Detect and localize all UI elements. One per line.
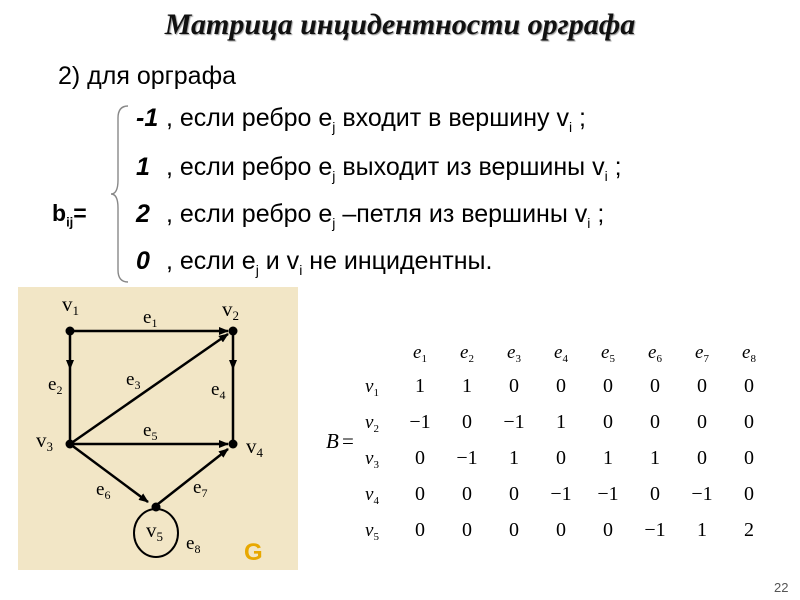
vertex-v5-label: v5	[146, 518, 163, 544]
matrix-cell: 1	[556, 411, 566, 433]
case-text: не инцидентны.	[302, 247, 493, 275]
case-text: выходит из вершины v	[335, 153, 605, 181]
matrix-cell: 1	[697, 519, 707, 541]
case-row-zero	[136, 247, 492, 278]
matrix-cell: 0	[509, 519, 519, 541]
matrix-cell: 0	[697, 411, 707, 433]
case-text: ;	[607, 153, 622, 181]
matrix-cell: 0	[509, 483, 519, 505]
matrix-cell: 0	[415, 483, 425, 505]
case-sub: i	[299, 262, 303, 278]
case-text: входит в вершину v	[335, 104, 569, 132]
case-row-two	[136, 200, 604, 231]
matrix-col-header: $e_4$	[554, 342, 568, 365]
vertex-v5-dot	[152, 503, 161, 512]
matrix-cell: −1	[644, 519, 666, 541]
case-sub: j	[332, 119, 336, 135]
edge-e1-label: $e_1$	[143, 307, 158, 330]
matrix-cell: 1	[650, 447, 660, 469]
matrix-equals: =	[342, 429, 354, 453]
case-sub: i	[604, 168, 608, 184]
case-text: , если ребро e	[166, 153, 333, 181]
edge-e2-label: $e_2$	[48, 374, 63, 397]
matrix-cell: −1	[503, 411, 525, 433]
bij-equals: =	[73, 200, 87, 226]
case-sub: i	[568, 119, 573, 135]
case-row-one	[136, 153, 622, 184]
subtitle: 2) для орграфа	[58, 62, 237, 90]
edge-e6-label: $e_6$	[96, 479, 111, 502]
case-value: 2	[136, 200, 150, 228]
graph-figure	[18, 287, 298, 570]
edge-e8-label: $e_8$	[186, 533, 201, 556]
matrix-cell: −1	[691, 483, 713, 505]
case-value: 0	[136, 247, 150, 275]
matrix-cell: 0	[650, 411, 660, 433]
matrix-col-header: $e_2$	[460, 342, 474, 365]
matrix-cell: 1	[415, 375, 425, 397]
edge-e5-label: $e_5$	[143, 420, 158, 443]
matrix-cell: 0	[603, 375, 613, 397]
case-row-minus-one	[136, 104, 586, 135]
case-text: –петля из вершины v	[335, 200, 588, 228]
matrix-cell: 0	[556, 447, 566, 469]
matrix-cell: 0	[462, 519, 472, 541]
vertex-v4-dot	[229, 440, 238, 449]
vertex-v3-label: v3	[36, 428, 53, 454]
matrix-cell: 0	[603, 411, 613, 433]
vertex-v2-dot	[229, 327, 238, 336]
matrix-cell: −1	[550, 483, 572, 505]
vertex-v1-label: v1	[62, 292, 79, 318]
matrix-col-header: $e_3$	[507, 342, 521, 365]
matrix-col-header: $e_7$	[695, 342, 709, 365]
case-text: , если e	[166, 247, 256, 275]
case-text: , если ребро e	[166, 104, 333, 132]
slide-title: Матрица инцидентности орграфа	[164, 8, 636, 41]
matrix-cell: 0	[744, 375, 754, 397]
curly-brace	[110, 104, 130, 284]
case-text: , если ребро e	[166, 200, 333, 228]
matrix-cell: 0	[650, 375, 660, 397]
graph-svg	[18, 287, 298, 570]
matrix-cell: 0	[603, 519, 613, 541]
bij-label	[52, 200, 87, 230]
matrix-cell: 1	[462, 375, 472, 397]
edge-e3-label: $e_3$	[126, 369, 141, 392]
vertex-v3-dot	[66, 440, 75, 449]
matrix-cell: −1	[409, 411, 431, 433]
matrix-name: B	[326, 429, 339, 453]
matrix-svg	[320, 336, 770, 556]
matrix-row-header: $v_2$	[365, 412, 379, 435]
matrix-col-header: $e_8$	[742, 342, 756, 365]
matrix-cell: 0	[462, 411, 472, 433]
case-sub: i	[587, 215, 591, 231]
matrix-cell: 0	[697, 447, 707, 469]
matrix-cell: 0	[744, 483, 754, 505]
matrix-cell: −1	[597, 483, 619, 505]
case-sub: j	[332, 168, 336, 184]
bij-subscript: ij	[66, 214, 74, 230]
matrix-cell: 2	[744, 519, 754, 541]
matrix-row-header: $v_5$	[365, 520, 379, 543]
case-text: ;	[572, 104, 587, 132]
matrix-col-header: $e_5$	[601, 342, 615, 365]
case-sub: j	[255, 262, 259, 278]
matrix-col-header: $e_6$	[648, 342, 662, 365]
matrix-cell: 0	[697, 375, 707, 397]
edge-e4-label: $e_4$	[211, 379, 226, 402]
page-number: 22	[774, 580, 789, 595]
matrix-cell: 1	[603, 447, 613, 469]
case-sub: j	[332, 215, 336, 231]
edge-e7-label: $e_7$	[193, 477, 208, 500]
matrix-col-header: $e_1$	[413, 342, 427, 365]
vertex-v2-label: v2	[222, 297, 239, 323]
matrix-cell: 0	[556, 375, 566, 397]
vertex-v1-dot	[66, 327, 75, 336]
graph-name-label: G	[244, 539, 263, 566]
matrix-cell: 0	[556, 519, 566, 541]
matrix-cell: 0	[650, 483, 660, 505]
matrix-cell: 0	[462, 483, 472, 505]
matrix-cell: 0	[509, 375, 519, 397]
matrix-cell: −1	[456, 447, 478, 469]
matrix-row-header: $v_3$	[365, 448, 379, 471]
vertex-v4-label: v4	[246, 434, 263, 460]
case-text: ;	[590, 200, 605, 228]
matrix-row-header: $v_1$	[365, 376, 379, 399]
bij-letter: b	[52, 200, 67, 226]
incidence-matrix	[320, 336, 770, 556]
matrix-cell: 0	[415, 447, 425, 469]
case-value: -1	[136, 104, 159, 132]
matrix-cell: 0	[415, 519, 425, 541]
matrix-cell: 1	[509, 447, 519, 469]
matrix-cell: 0	[744, 447, 754, 469]
case-text: и v	[258, 247, 300, 275]
matrix-row-header: $v_4$	[365, 484, 379, 507]
case-value: 1	[136, 153, 150, 181]
matrix-cell: 0	[744, 411, 754, 433]
